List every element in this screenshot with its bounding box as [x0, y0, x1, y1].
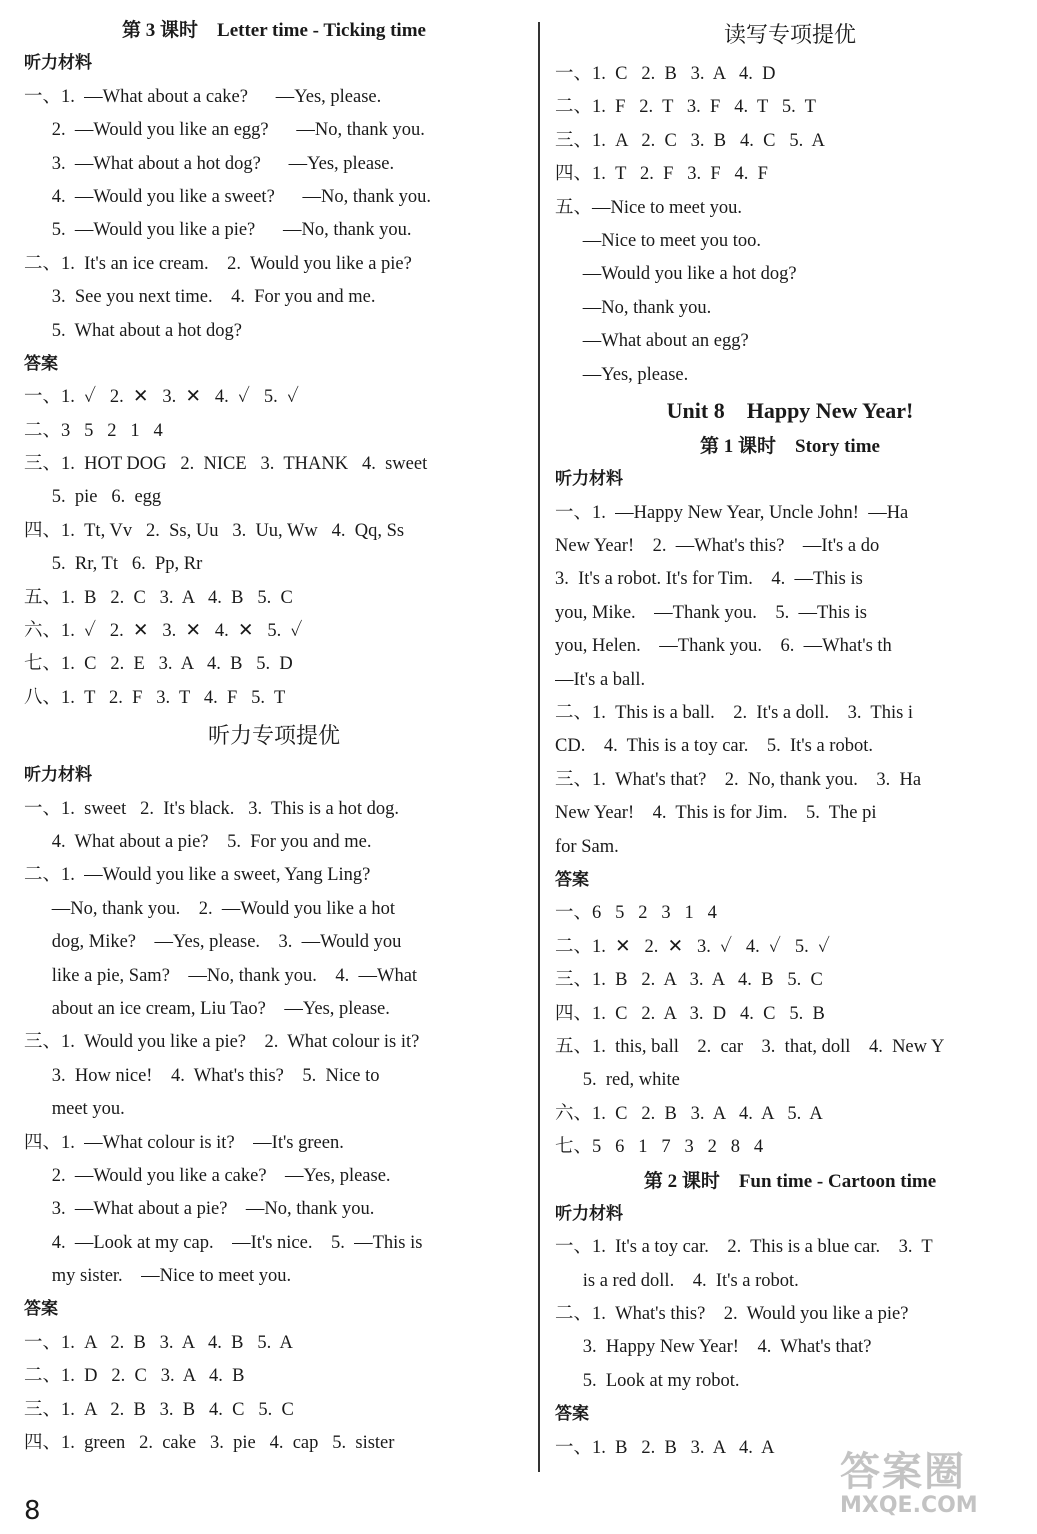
text-line: 二、1. —Would you like a sweet, Yang Ling?	[24, 865, 371, 886]
text-line: 八、1. T 2. F 3. T 4. F 5. T	[24, 687, 286, 708]
text-line: is a red doll. 4. It's a robot.	[555, 1270, 799, 1291]
text-line: 五、—Nice to meet you.	[555, 197, 743, 218]
section-label: 答案	[24, 353, 58, 374]
text-line: 一、1. B 2. B 3. A 4. A	[555, 1437, 775, 1458]
text-line: 四、1. C 2. A 3. D 4. C 5. B	[555, 1003, 825, 1024]
section-title: 读写专项提优	[723, 23, 856, 48]
text-line: 一、1. sweet 2. It's black. 3. This is a hot dog.	[24, 798, 400, 819]
text-line: 二、1. It's an ice cream. 2. Would you like a pie?	[24, 253, 412, 274]
text-line: 一、6 5 2 3 1 4	[555, 903, 717, 924]
text-line: 七、5 6 1 7 3 2 8 4	[555, 1137, 764, 1158]
text-line: my sister. —Nice to meet you.	[24, 1266, 292, 1287]
text-line: New Year! 4. This is for Jim. 5. The pi	[555, 803, 877, 824]
watermark-text: 答案圈	[840, 1449, 966, 1495]
lesson-heading: 第 1 课时 Story time	[700, 435, 880, 457]
text-line: 一、1. A 2. B 3. A 4. B 5. A	[24, 1332, 293, 1353]
text-line: you, Helen. —Thank you. 6. —What's th	[555, 636, 892, 657]
section-label: 答案	[555, 1404, 589, 1425]
text-line: 5. red, white	[555, 1070, 680, 1091]
page-number: 8	[24, 1496, 41, 1526]
text-line: 二、1. What's this? 2. Would you like a pie?	[555, 1304, 909, 1325]
text-line: 一、1. —What about a cake? —Yes, please.	[24, 86, 382, 107]
column-divider	[538, 22, 540, 1472]
text-line: 5. pie 6. egg	[24, 487, 162, 508]
watermark-url: MXQE.COM	[840, 1493, 978, 1518]
text-line: like a pie, Sam? —No, thank you. 4. —What	[24, 965, 418, 986]
text-line: 四、1. green 2. cake 3. pie 4. cap 5. sister	[24, 1433, 395, 1454]
text-line: 二、1. D 2. C 3. A 4. B	[24, 1366, 245, 1387]
section-label: 听力材料	[555, 1203, 623, 1224]
text-line: 4. What about a pie? 5. For you and me.	[24, 831, 372, 852]
text-line: 三、1. B 2. A 3. A 4. B 5. C	[555, 970, 823, 991]
text-line: 5. Rr, Tt 6. Pp, Rr	[24, 554, 203, 575]
text-line: New Year! 2. —What's this? —It's a do	[555, 536, 880, 557]
text-line: 四、1. —What colour is it? —It's green.	[24, 1132, 344, 1153]
text-line: 3. It's a robot. It's for Tim. 4. —This is	[555, 569, 863, 590]
text-line: 六、1. ✓ 2. ✕ 3. ✕ 4. ✕ 5. ✓	[24, 621, 303, 642]
text-line: 5. —Would you like a pie? —No, thank you.	[24, 220, 412, 241]
text-line: —Yes, please.	[555, 364, 689, 385]
section-label: 听力材料	[24, 765, 92, 786]
text-line: 四、1. T 2. F 3. F 4. F	[555, 164, 768, 185]
text-line: 三、1. HOT DOG 2. NICE 3. THANK 4. sweet	[24, 454, 428, 475]
text-line: 三、1. Would you like a pie? 2. What colour is it?	[24, 1032, 420, 1053]
left-column	[24, 14, 524, 1460]
text-line: 三、1. What's that? 2. No, thank you. 3. Ha	[555, 769, 922, 790]
text-line: for Sam.	[555, 836, 619, 857]
text-line: meet you.	[24, 1099, 125, 1120]
text-line: CD. 4. This is a toy car. 5. It's a robot.	[555, 736, 873, 757]
text-line: 一、1. ✓ 2. ✕ 3. ✕ 4. ✓ 5. ✓	[24, 387, 299, 408]
text-line: —No, thank you. 2. —Would you like a hot	[24, 898, 396, 919]
text-line: 3. See you next time. 4. For you and me.	[24, 287, 376, 308]
text-line: —No, thank you.	[555, 297, 712, 318]
text-line: 一、1. It's a toy car. 2. This is a blue car. 3. T	[555, 1237, 933, 1258]
text-line: 七、1. C 2. E 3. A 4. B 5. D	[24, 654, 293, 675]
text-line: 5. Look at my robot.	[555, 1370, 740, 1391]
text-line: 二、1. ✕ 2. ✕ 3. ✓ 4. ✓ 5. ✓	[555, 936, 830, 957]
lesson-heading: 第 2 课时 Fun time - Cartoon time	[643, 1170, 937, 1192]
text-line: 5. What about a hot dog?	[24, 320, 243, 341]
text-line: 二、1. F 2. T 3. F 4. T 5. T	[555, 97, 816, 118]
text-line: 三、1. A 2. C 3. B 4. C 5. A	[555, 130, 825, 151]
text-line: 4. —Look at my cap. —It's nice. 5. —This is	[24, 1232, 423, 1253]
section-label: 答案	[555, 869, 589, 890]
text-line: —It's a ball.	[555, 669, 646, 690]
text-line: 三、1. A 2. B 3. B 4. C 5. C	[24, 1399, 294, 1420]
text-line: 四、1. Tt, Vv 2. Ss, Uu 3. Uu, Ww 4. Qq, Ss	[24, 520, 405, 541]
text-line: 2. —Would you like an egg? —No, thank you.	[24, 120, 425, 141]
section-title: 听力专项提优	[207, 724, 340, 750]
text-line: —Would you like a hot dog?	[555, 264, 797, 285]
text-line: about an ice cream, Liu Tao? —Yes, please.	[24, 998, 390, 1019]
watermark-logo	[840, 1440, 1030, 1530]
text-line: 六、1. C 2. B 3. A 4. A 5. A	[555, 1103, 823, 1124]
text-line: 一、1. C 2. B 3. A 4. D	[555, 64, 776, 84]
text-line: 二、3 5 2 1 4	[24, 420, 163, 441]
section-label: 听力材料	[24, 53, 92, 74]
text-line: 2. —Would you like a cake? —Yes, please.	[24, 1165, 391, 1186]
text-line: you, Mike. —Thank you. 5. —This is	[555, 602, 867, 623]
lesson-heading: 第 3 课时 Letter time - Ticking time	[122, 20, 426, 41]
section-label: 听力材料	[555, 469, 623, 490]
text-line: 二、1. This is a ball. 2. It's a doll. 3. This i	[555, 703, 914, 724]
text-line: 一、1. —Happy New Year, Uncle John! —Ha	[555, 502, 909, 523]
unit-title: Unit 8 Happy New Year!	[666, 397, 914, 423]
text-line: dog, Mike? —Yes, please. 3. —Would you	[24, 932, 402, 953]
text-line: 3. Happy New Year! 4. What's that?	[555, 1337, 872, 1358]
text-line: 五、1. this, ball 2. car 3. that, doll 4. New Y	[555, 1036, 945, 1057]
text-line: 3. —What about a pie? —No, thank you.	[24, 1199, 375, 1220]
section-label: 答案	[24, 1299, 58, 1320]
text-line: 4. —Would you like a sweet? —No, thank you.	[24, 186, 431, 207]
text-line: —What about an egg?	[555, 331, 749, 352]
text-line: 3. —What about a hot dog? —Yes, please.	[24, 153, 395, 174]
right-column	[555, 14, 1025, 1465]
text-line: 五、1. B 2. C 3. A 4. B 5. C	[24, 587, 293, 608]
text-line: —Nice to meet you too.	[555, 230, 762, 251]
text-line: 3. How nice! 4. What's this? 5. Nice to	[24, 1065, 380, 1086]
